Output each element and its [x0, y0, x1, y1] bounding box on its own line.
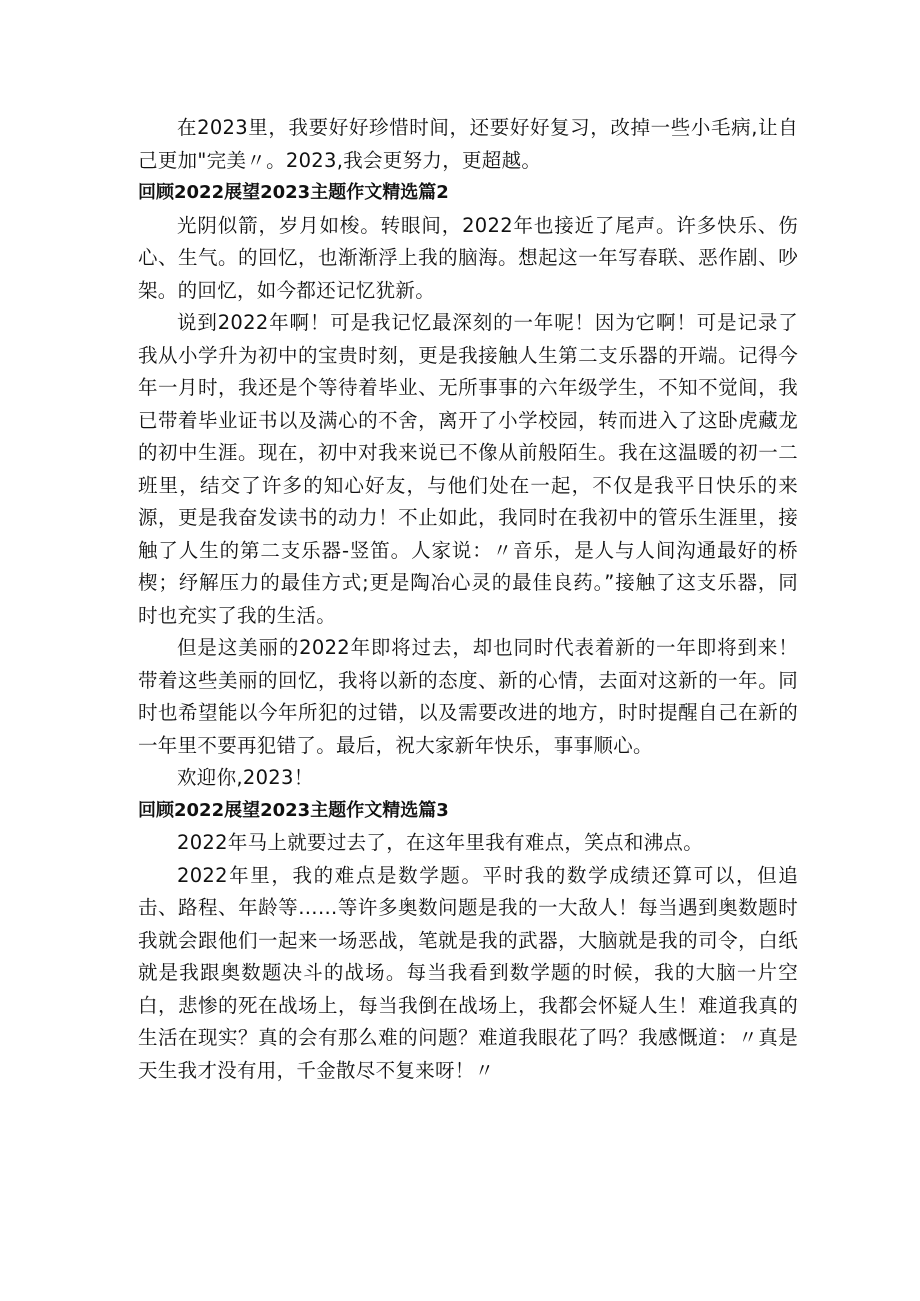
paragraph: 在2023里，我要好好珍惜时间，还要好好复习，改掉一些小毛病,让自己更加"完美〃。2023,我会更努力，更超越。: [138, 116, 798, 172]
paragraph: 说到2022年啊！可是我记忆最深刻的一年呢！因为它啊！可是记录了我从小学升为初中的宝贵时刻，更是我接触人生第二支乐器的开端。记得今年一月时，我还是个等待着毕业、无所事事的六年级学生，不知不觉间，我已带着毕业证书以及满心的不舍，离开了小学校园，转而进入了这卧虎藏龙的初中生涯。现在，初中对我来说已不像从前般陌生。我在这温暖的初一二班里，结交了许多的知心好友，与他们处在一起，不仅是我平日快乐的来源，更是我奋发读书的动力！不止如此，我同时在我初中的管乐生涯里，接触了人生的第二支乐器-竖笛。人家说：〃音乐，是人与人间沟通最好的桥楔；纾解压力的最佳方式;更是陶冶心灵的最佳良药。”接触了这支乐器，同时也充实了我的生活。: [138, 311, 798, 627]
paragraph: 2022年马上就要过去了，在这年里我有难点，笑点和沸点。: [177, 831, 704, 854]
section-heading: 回顾2022展望2023主题作文精选篇2: [138, 182, 449, 203]
document-page: [138, 112, 798, 1087]
section-heading: 回顾2022展望2023主题作文精选篇3: [138, 799, 449, 821]
paragraph: 光阴似箭，岁月如梭。转眼间，2022年也接近了尾声。许多快乐、伤心、生气。的回忆，也渐渐浮上我的脑海。想起这一年写春联、恶作剧、吵架。的回忆，如今都还记忆犹新。: [138, 213, 798, 302]
paragraph: 欢迎你,2023！: [177, 766, 314, 789]
paragraph: 2022年里，我的难点是数学题。平时我的数学成绩还算可以，但追击、路程、年龄等……等许多奥数问题是我的一大敌人！每当遇到奥数题时我就会跟他们一起来一场恶战，笔就是我的武器，大脑就是我的司令，白纸就是我跟奥数题决斗的战场。每当我看到数学题的时候，我的大脑一片空白，悲惨的死在战场上，每当我倒在战场上，我都会怀疑人生！难道我真的生活在现实？真的会有那么难的问题？难道我眼花了吗？我感慨道：〃真是天生我才没有用，千金散尽不复来呀！〃: [138, 863, 798, 1082]
paragraph: 但是这美丽的2022年即将过去，却也同时代表着新的一年即将到来！带着这些美丽的回忆，我将以新的态度、新的心情，去面对这新的一年。同时也希望能以今年所犯的过错，以及需要改进的地方，时时提醒自己在新的一年里不要再犯错了。最后，祝大家新年快乐，事事顺心。: [138, 636, 798, 757]
